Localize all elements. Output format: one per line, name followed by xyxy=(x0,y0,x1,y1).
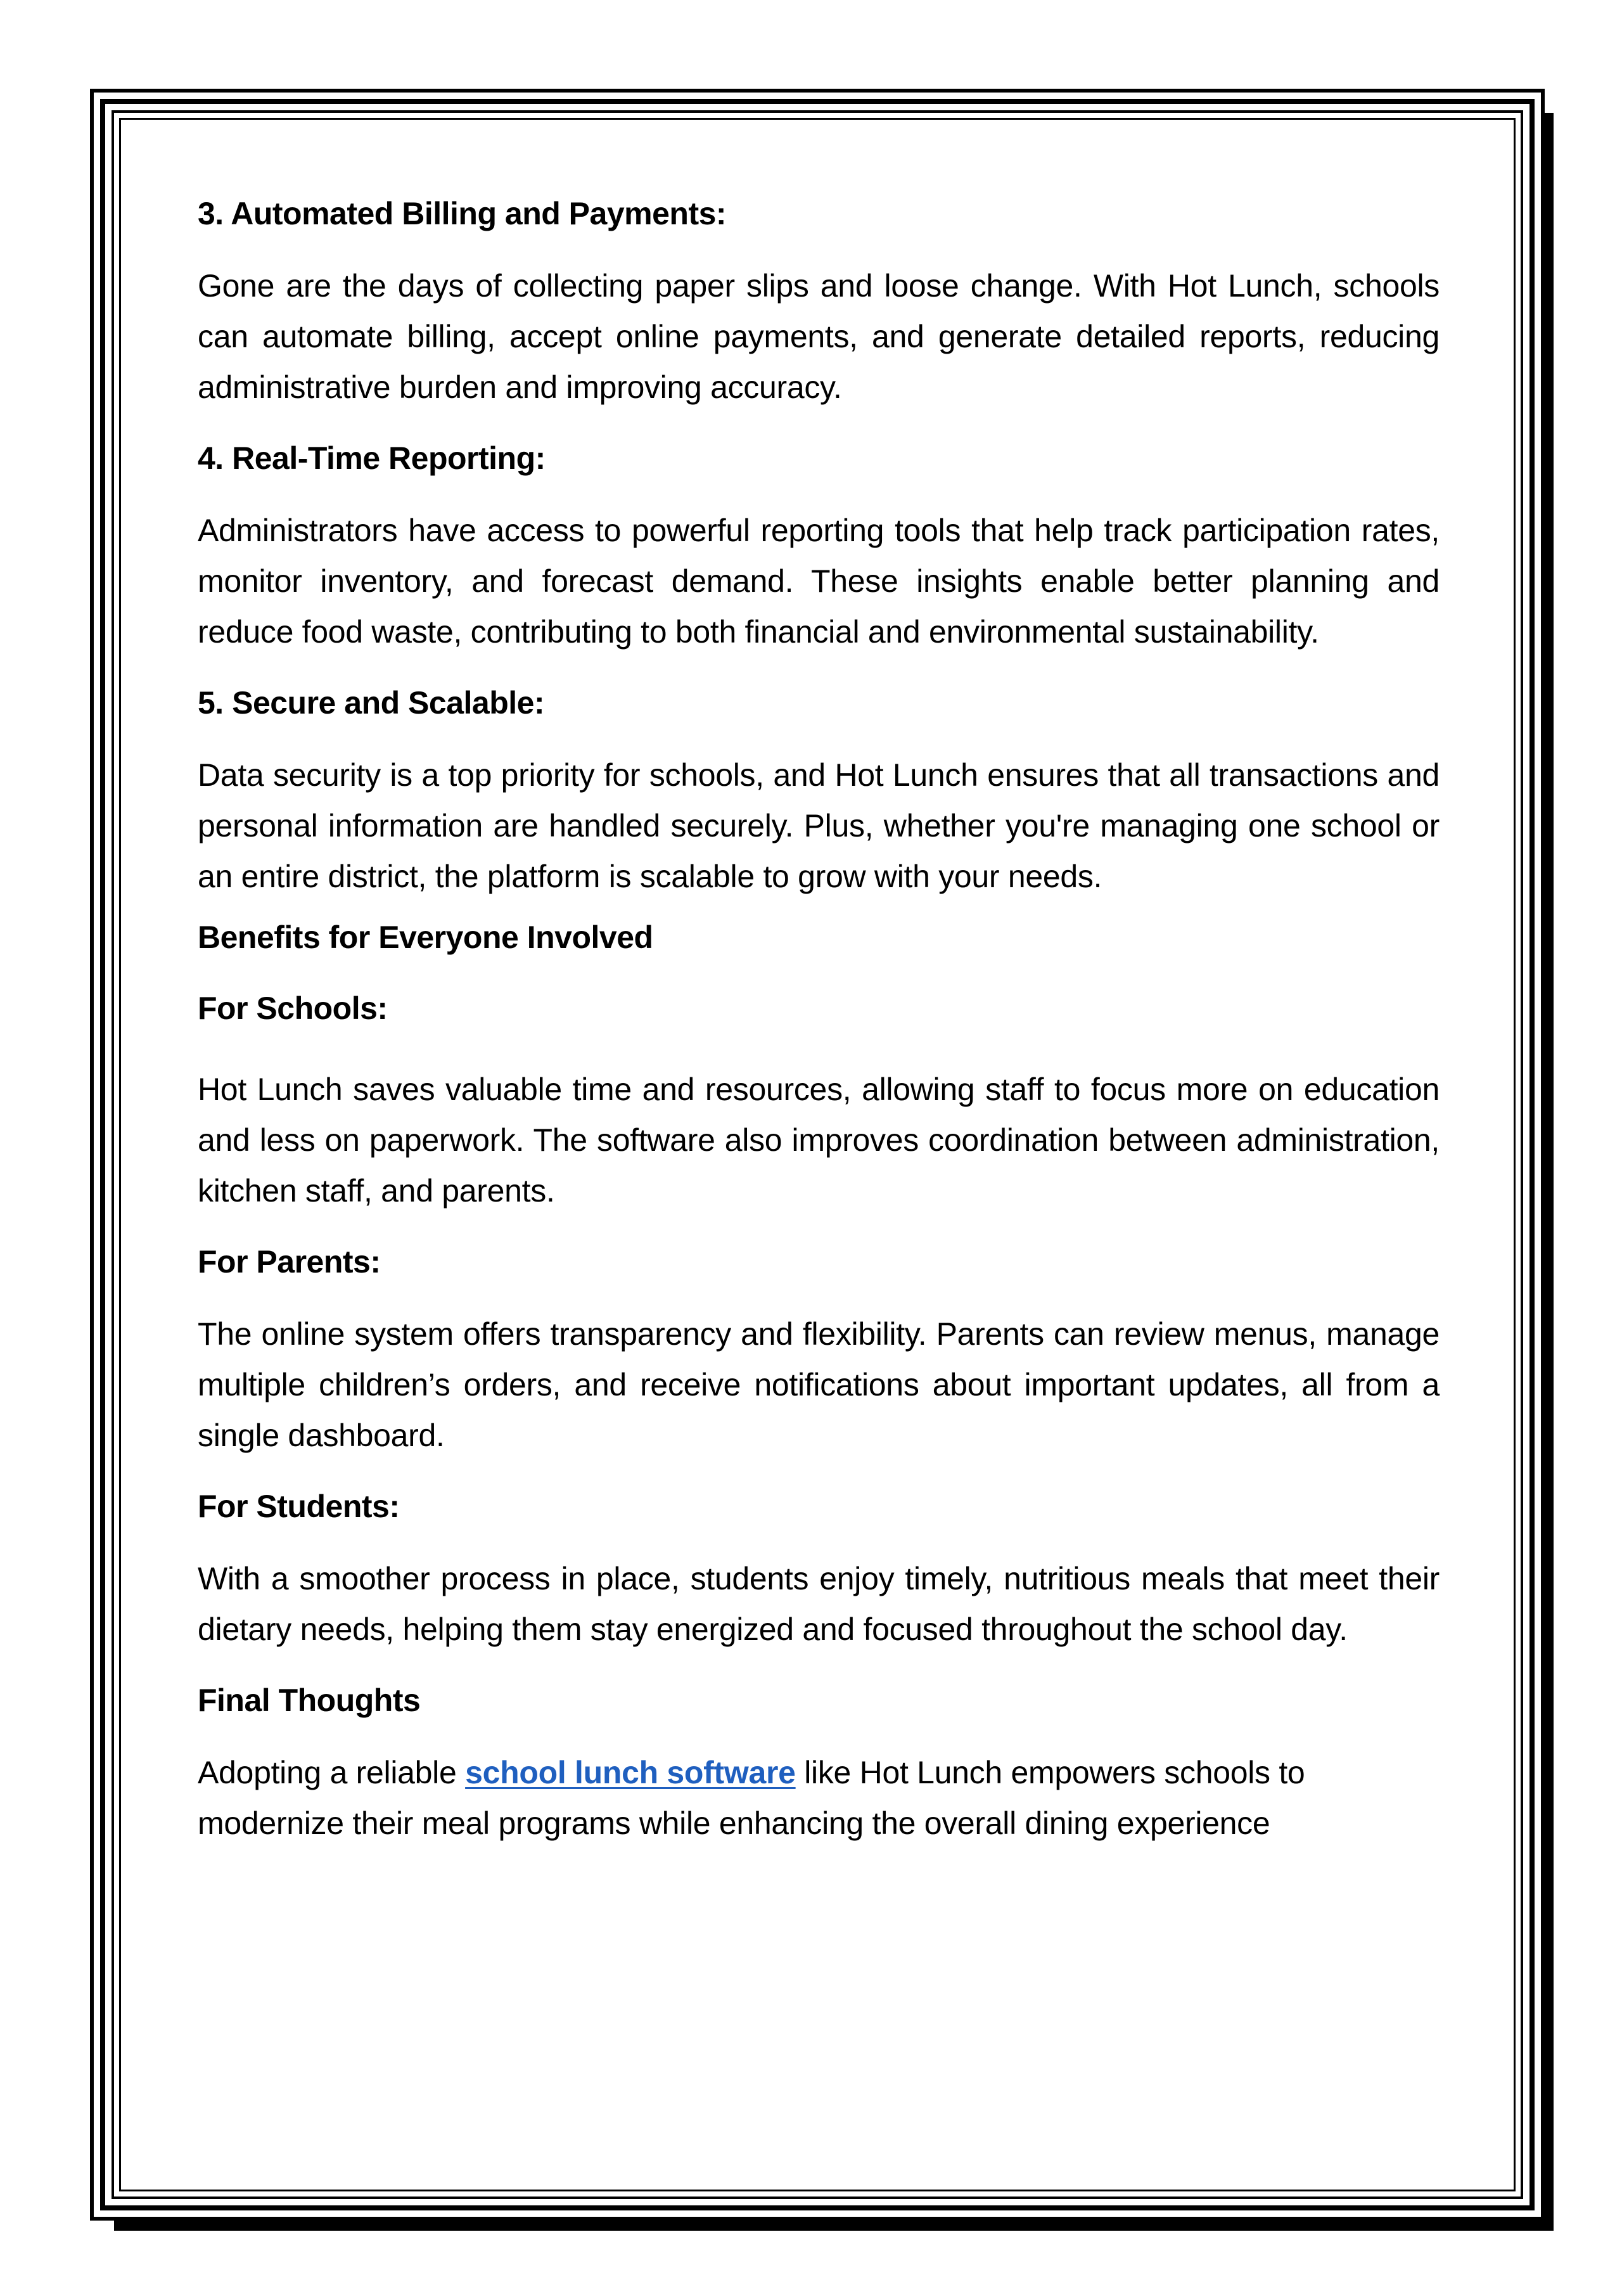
heading-parents: For Parents: xyxy=(198,1244,381,1279)
paragraph-billing: Gone are the days of collecting paper slips and loose change. With Hot Lunch, schools can automate billing, accept online payments, and generate detailed reports, reducing administrative burden and improving accuracy. xyxy=(198,268,1440,405)
paragraph-reporting: Administrators have access to powerful reporting tools that help track participation rates, monitor inventory, and forecast demand. These insights enable better planning and reduce food waste, contributing to both financial and environmental sustainability. xyxy=(198,513,1440,650)
paragraph-parents: The online system offers transparency and flexibility. Parents can review menus, manage multiple children’s orders, and receive notifications about important updates, all from a single dashboard. xyxy=(198,1316,1440,1453)
heading-schools: For Schools: xyxy=(198,991,388,1026)
paragraph-schools: Hot Lunch saves valuable time and resources, allowing staff to focus more on education and less on paperwork. The software also improves coordination between administration, kitchen staff, and parents. xyxy=(198,1072,1440,1209)
paragraph-secure: Data security is a top priority for schools, and Hot Lunch ensures that all transactions and personal information are handled securely. Plus, whether you're managing one school or an entire district, the platform is scalable to grow with your needs. xyxy=(198,757,1440,894)
paragraph-final-thoughts xyxy=(198,1747,1440,1849)
heading-final-thoughts: Final Thoughts xyxy=(198,1683,421,1718)
heading-benefits: Benefits for Everyone Involved xyxy=(198,920,653,955)
school-lunch-software-link[interactable]: school lunch software xyxy=(465,1755,796,1790)
heading-reporting: 4. Real-Time Reporting: xyxy=(198,440,546,476)
heading-billing: 3. Automated Billing and Payments: xyxy=(198,196,727,231)
heading-secure: 5. Secure and Scalable: xyxy=(198,685,545,721)
final-text-before: Adopting a reliable xyxy=(198,1755,466,1790)
heading-students: For Students: xyxy=(198,1489,400,1524)
document-body xyxy=(198,193,1440,1849)
paragraph-students: With a smoother process in place, students enjoy timely, nutritious meals that meet their dietary needs, helping them stay energized and focused throughout the school day. xyxy=(198,1561,1440,1647)
final-text-after: like Hot Lunch empowers schools to modernize their meal programs while enhancing the overall dining experience xyxy=(198,1755,1305,1841)
